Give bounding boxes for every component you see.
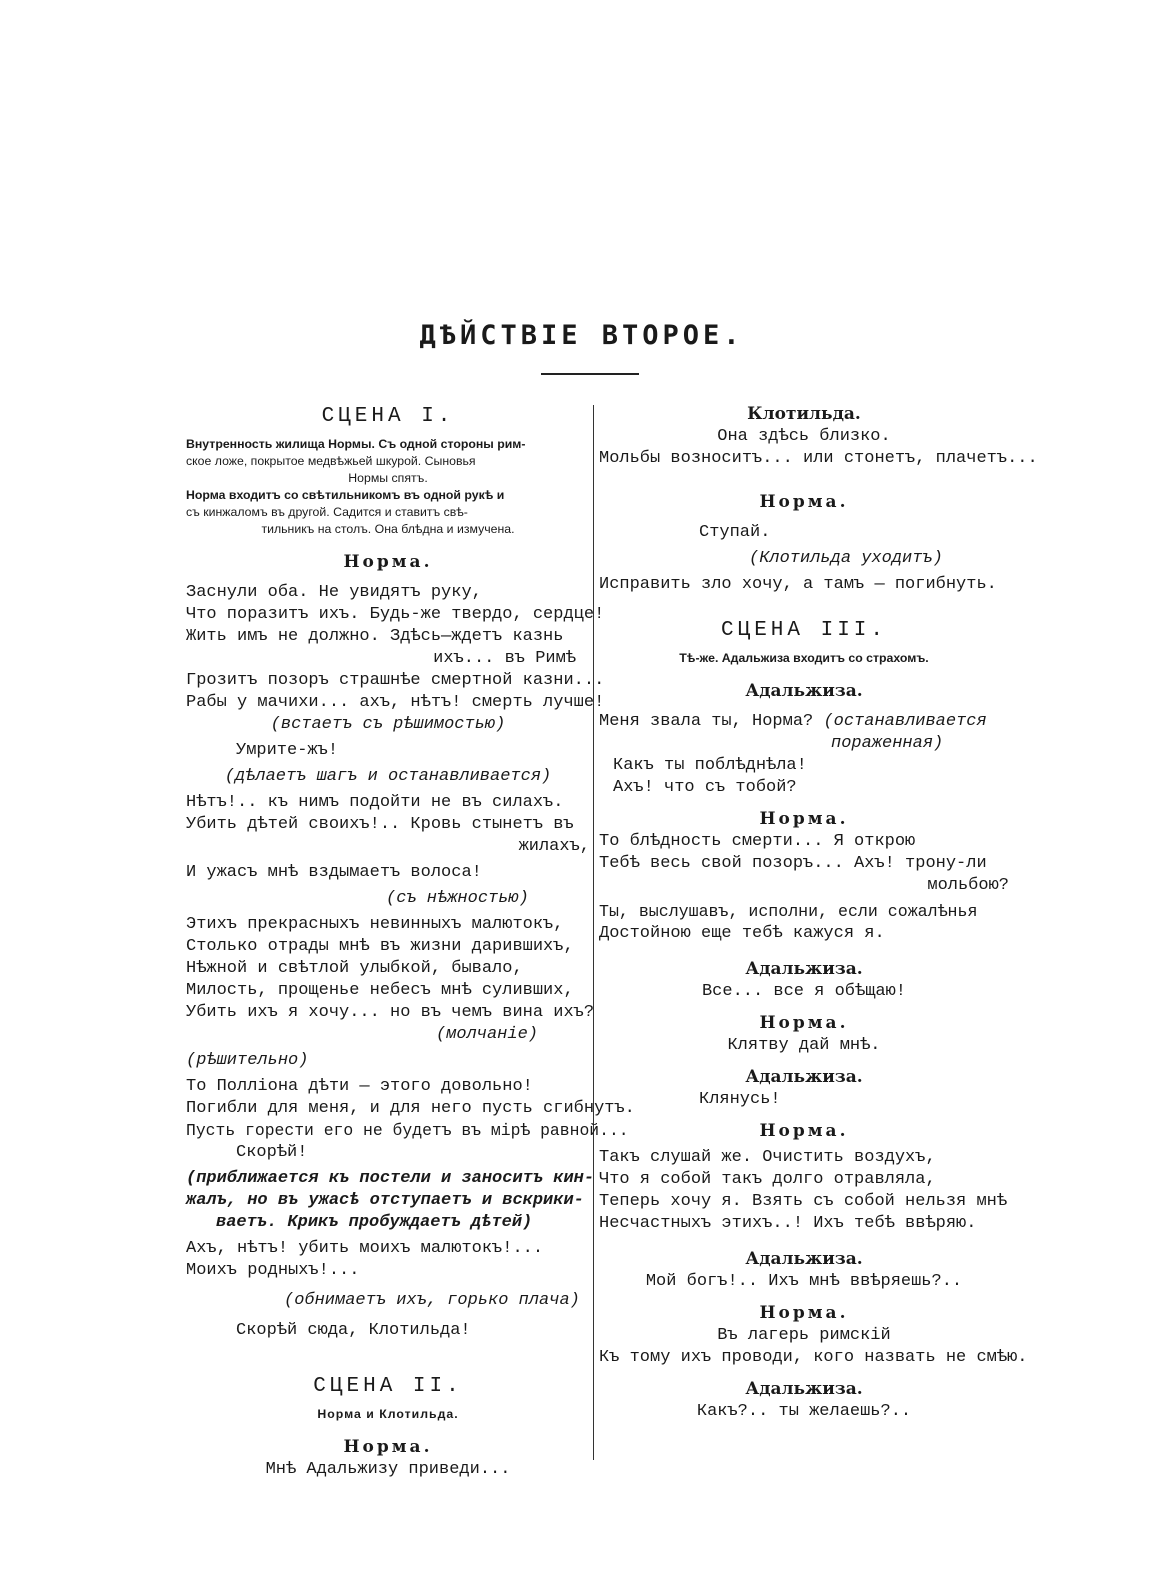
stage-direction: (съ нѣжностью) bbox=[386, 889, 529, 908]
verse-line: Скорѣй! bbox=[236, 1143, 308, 1162]
verse-line: Все... все я обѣщаю! bbox=[701, 982, 907, 1001]
speaker-name: Адальжиза. bbox=[745, 1379, 863, 1399]
stage-direction: жалъ, но въ ужасѣ отступаетъ и вскрики- bbox=[186, 1191, 584, 1210]
verse-line bbox=[599, 755, 1009, 777]
stage-direction: ское ложе, покрытое медвѣжьей шкурой. Сыновья bbox=[186, 454, 476, 468]
verse-line: Какъ?.. ты желаешь?.. bbox=[696, 1402, 912, 1421]
verse-line: Милость, прощенье небесъ мнѣ суливших, bbox=[186, 981, 574, 1000]
speaker-name: Норма. bbox=[759, 1121, 849, 1141]
stage-direction: (Клотильда уходитъ) bbox=[749, 549, 943, 568]
verse-line: мольбою? bbox=[927, 876, 1009, 895]
stage-direction: (приближается къ постели и заноситъ кин- bbox=[186, 1169, 595, 1188]
stage-direction: Внутренность жилища Нормы. Съ одной стороны рим- bbox=[186, 437, 526, 451]
verse-line: Тебѣ весь свой позоръ... Ахъ! трону-ли bbox=[599, 854, 987, 873]
verse-line: Мольбы возноситъ... или стонетъ, плачетъ... bbox=[599, 449, 1038, 468]
verse-line: ихъ... въ Римѣ bbox=[433, 649, 576, 668]
verse-line: Пусть горести его не будетъ въ мірѣ равной... bbox=[186, 1121, 629, 1140]
verse-line: Столько отрады мнѣ въ жизни дарившихъ, bbox=[186, 937, 574, 956]
stage-direction: Нормы спятъ. bbox=[348, 471, 428, 485]
verse-line: То Поллiона дѣти — этого довольно! bbox=[186, 1077, 533, 1096]
verse-text: Меня звала ты, Норма? bbox=[599, 712, 814, 731]
verse-line: Несчастныхъ этихъ..! Ихъ тебѣ ввѣряю. bbox=[599, 1214, 977, 1233]
verse-line: Что я собой такъ долго отравляла, bbox=[599, 1170, 936, 1189]
speaker-name: Адальжиза. bbox=[745, 1249, 863, 1269]
verse-line: Ты, выслушавъ, исполни, если сожалѣнья bbox=[599, 902, 978, 921]
verse-line: Клянусь! bbox=[699, 1090, 781, 1109]
stage-direction: Норма входитъ со свѣтильникомъ въ одной рукѣ и bbox=[186, 488, 505, 502]
speaker-name: Норма. bbox=[343, 552, 433, 572]
scene-title: СЦЕНА I. bbox=[321, 405, 455, 428]
verse-line: Моихъ родныхъ!... bbox=[186, 1261, 360, 1280]
title-rule bbox=[541, 373, 639, 375]
verse-line: Такъ слушай же. Очистить воздухъ, bbox=[599, 1148, 936, 1167]
verse-line: Убить ихъ я хочу... но въ чемъ вина ихъ? bbox=[186, 1003, 595, 1022]
verse-line: Этихъ прекрасныхъ невинныхъ малютокъ, bbox=[186, 915, 564, 934]
speaker-name: Адальжиза. bbox=[745, 959, 863, 979]
verse-line: Исправить зло хочу, а тамъ — погибнуть. bbox=[599, 575, 997, 594]
stage-direction: пораженная) bbox=[831, 734, 944, 753]
speaker-name: Норма. bbox=[759, 492, 849, 512]
verse-line: Къ тому ихъ проводи, кого назвать не смѣю. bbox=[599, 1348, 1028, 1367]
verse-line: Погибли для меня, и для него пусть сгибнутъ. bbox=[186, 1099, 635, 1118]
verse-line: Клятву дай мнѣ. bbox=[727, 1036, 881, 1055]
verse-line: Мнѣ Адальжизу приведи... bbox=[265, 1460, 511, 1479]
verse-line bbox=[599, 711, 1009, 733]
stage-direction: (встаетъ съ рѣшимостью) bbox=[270, 715, 506, 734]
verse-line: Умрите-жъ! bbox=[236, 741, 339, 760]
speaker-name: Норма. bbox=[343, 1437, 433, 1457]
stage-direction: тильникъ на столъ. Она блѣдна и измучена. bbox=[261, 522, 515, 536]
verse-line: Достойною еще тебѣ кажуся я. bbox=[599, 924, 885, 943]
verse-line: Ступай. bbox=[699, 523, 771, 542]
stage-direction: (обнимаетъ ихъ, горько плача) bbox=[284, 1291, 580, 1310]
verse-line: Мой богъ!.. Ихъ мнѣ ввѣряешь?.. bbox=[645, 1272, 963, 1291]
verse-line: И ужасъ мнѣ вздымаетъ волоса! bbox=[186, 863, 482, 882]
verse-line: Ахъ! что съ тобой? bbox=[613, 778, 797, 797]
speaker-name: Норма. bbox=[759, 809, 849, 829]
stage-direction: (дѣлаетъ шагъ и останавливается) bbox=[224, 767, 552, 786]
stage-direction: съ кинжаломъ въ другой. Садится и ставитъ свѣ- bbox=[186, 505, 468, 519]
speaker-name: Адальжиза. bbox=[745, 1067, 863, 1087]
verse-line: Что поразитъ ихъ. Будь-же твердо, сердце! bbox=[186, 605, 605, 624]
speaker-name: Норма. bbox=[759, 1013, 849, 1033]
verse-line: жилахъ, bbox=[518, 837, 590, 856]
verse-line: Скорѣй сюда, Клотильда! bbox=[236, 1321, 471, 1340]
speaker-name: Клотильда. bbox=[747, 404, 861, 424]
scene-title: СЦЕНА II. bbox=[313, 1375, 463, 1398]
stage-direction: ваетъ. Крикъ пробуждаетъ дѣтей) bbox=[216, 1213, 533, 1232]
stage-direction: (молчаніе) bbox=[435, 1025, 538, 1044]
verse-line: Нѣтъ!.. къ нимъ подойти не въ силахъ. bbox=[186, 793, 564, 812]
speaker-name: Адальжиза. bbox=[745, 681, 863, 701]
verse-line: Въ лагерь римскій bbox=[717, 1326, 891, 1345]
verse-line: Жить имъ не должно. Здѣсь—ждетъ казнь bbox=[186, 627, 564, 646]
verse-line: Грозитъ позоръ страшнѣе смертной казни... bbox=[186, 671, 605, 690]
right-column bbox=[599, 402, 1038, 1423]
stage-direction: (останавливается bbox=[823, 712, 987, 731]
scene-title: СЦЕНА III. bbox=[720, 619, 888, 642]
verse-line: Нѣжной и свѣтлой улыбкой, бывало, bbox=[186, 959, 523, 978]
verse-line: Заснули оба. Не увидятъ руку, bbox=[186, 583, 482, 602]
column-divider bbox=[593, 405, 594, 1460]
verse-line: Ахъ, нѣтъ! убить моихъ малютокъ!... bbox=[186, 1239, 544, 1258]
verse-line: Рабы у мачихи... ахъ, нѣтъ! смерть лучше! bbox=[186, 693, 605, 712]
stage-direction: Норма и Клотильда. bbox=[317, 1407, 459, 1421]
stage-direction: Тѣ-же. Адальжиза входитъ со страхомъ. bbox=[679, 651, 929, 665]
verse-text: Какъ ты поблѣднѣла! bbox=[613, 756, 807, 775]
verse-line: Она здѣсь близко. bbox=[717, 427, 891, 446]
stage-direction: (рѣшительно) bbox=[186, 1051, 309, 1070]
verse-line: То блѣдность смерти... Я открою bbox=[599, 832, 916, 851]
left-column bbox=[186, 402, 635, 1481]
verse-line: Убить дѣтей своихъ!.. Кровь стынетъ въ bbox=[186, 815, 574, 834]
speaker-name: Норма. bbox=[759, 1303, 849, 1323]
verse-line: Теперь хочу я. Взять съ собой нельзя мнѣ bbox=[599, 1192, 1008, 1211]
act-title: ДѢЙСТВІЕ ВТОРОЕ. bbox=[419, 320, 744, 351]
